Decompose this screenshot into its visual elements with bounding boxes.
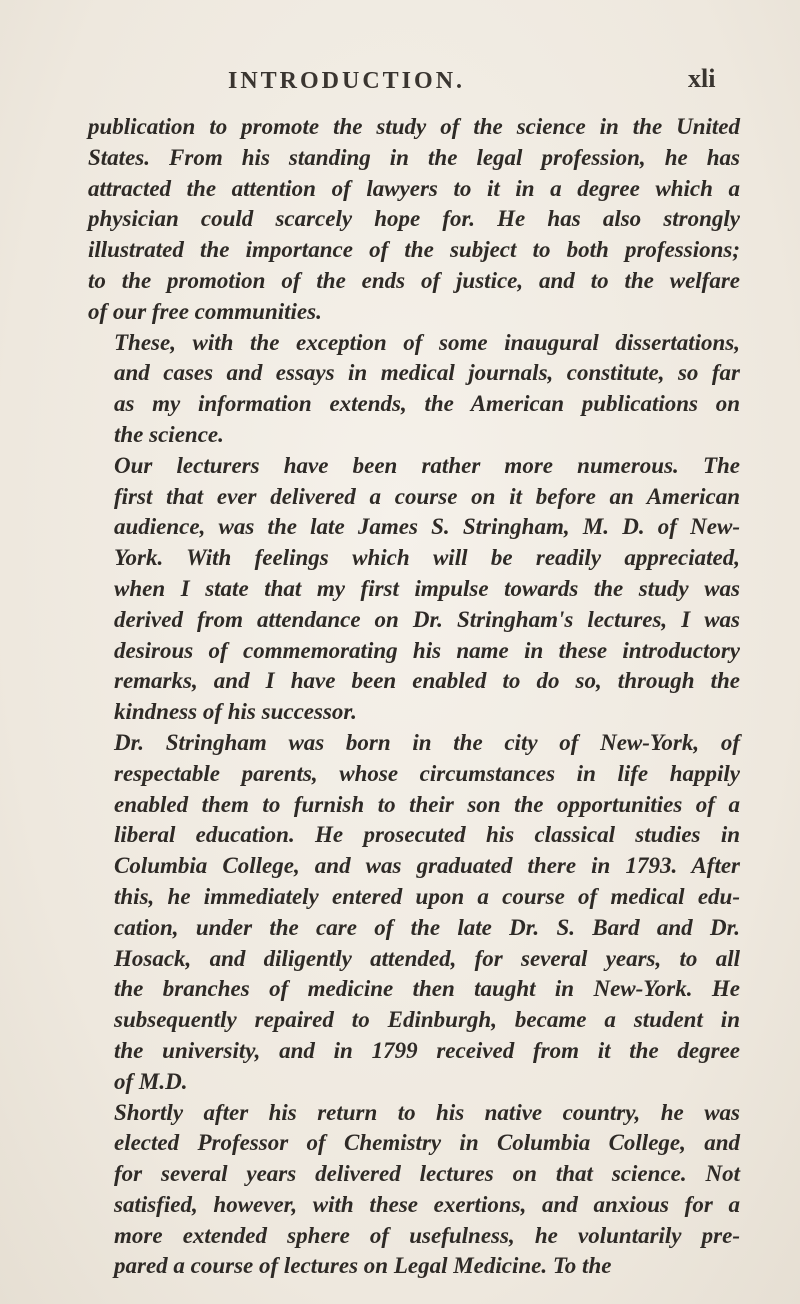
- text-line: audience, was the late James S. Stringham, M. D. of New-: [114, 514, 740, 540]
- text-line: the branches of medicine then taught in New-York. He: [114, 976, 740, 1002]
- page-number: xli: [688, 64, 716, 93]
- text-line: York. With feelings which will be readily appreciated,: [114, 545, 740, 571]
- text-line: as my information extends, the American publications on: [114, 391, 740, 417]
- text-line: the science.: [114, 421, 224, 447]
- running-head-title: INTRODUCTION.: [228, 68, 466, 94]
- text-line: for several years delivered lectures on that science. Not: [114, 1161, 740, 1187]
- text-line: when I state that my first impulse towards the study was: [114, 575, 740, 601]
- text-line: of M.D.: [114, 1068, 188, 1094]
- body-text: [88, 112, 740, 1282]
- text-line: subsequently repaired to Edinburgh, became a student in: [114, 1007, 740, 1033]
- text-line: derived from attendance on Dr. Stringham's lectures, I was: [114, 606, 740, 632]
- paragraph: [88, 1098, 740, 1283]
- text-line: more extended sphere of usefulness, he voluntarily pre-: [114, 1222, 740, 1248]
- text-line: Hosack, and diligently attended, for several years, to all: [114, 945, 740, 971]
- paragraph: [88, 112, 740, 328]
- text-line: of our free communities.: [88, 298, 322, 324]
- text-line: satisfied, however, with these exertions, and anxious for a: [114, 1191, 740, 1217]
- text-line: elected Professor of Chemistry in Columbia College, and: [114, 1130, 740, 1156]
- text-line: Shortly after his return to his native country, he was: [114, 1099, 740, 1125]
- text-line: the university, and in 1799 received from it the degree: [114, 1037, 740, 1063]
- text-line: desirous of commemorating his name in these introductory: [114, 637, 740, 663]
- paragraph: [88, 451, 740, 728]
- text-line: These, with the exception of some inaugural dissertations,: [114, 329, 740, 355]
- text-line: kindness of his successor.: [114, 699, 357, 725]
- text-line: Columbia College, and was graduated there in 1793. After: [114, 853, 740, 879]
- text-line: illustrated the importance of the subject to both professions;: [88, 237, 740, 263]
- paragraph: [88, 728, 740, 1098]
- text-line: first that ever delivered a course on it before an American: [114, 483, 740, 509]
- text-line: Dr. Stringham was born in the city of New-York, of: [114, 729, 740, 755]
- text-line: respectable parents, whose circumstances in life happily: [114, 760, 740, 786]
- text-line: remarks, and I have been enabled to do so, through the: [114, 668, 740, 694]
- running-head: [0, 64, 800, 108]
- text-line: Our lecturers have been rather more numerous. The: [114, 452, 740, 478]
- text-line: and cases and essays in medical journals, constitute, so far: [114, 360, 740, 386]
- text-line: publication to promote the study of the science in the United: [88, 114, 740, 139]
- text-line: liberal education. He prosecuted his classical studies in: [114, 822, 740, 848]
- text-line: cation, under the care of the late Dr. S. Bard and Dr.: [114, 914, 740, 940]
- text-line: pared a course of lectures on Legal Medicine. To the: [114, 1253, 612, 1279]
- text-line: enabled them to furnish to their son the opportunities of a: [114, 791, 740, 817]
- text-line: this, he immediately entered upon a course of medical edu-: [114, 883, 740, 909]
- text-line: States. From his standing in the legal profession, he has: [88, 144, 740, 170]
- text-line: attracted the attention of lawyers to it in a degree which a: [88, 175, 740, 201]
- text-line: physician could scarcely hope for. He has also strongly: [88, 206, 740, 232]
- text-line: to the promotion of the ends of justice, and to the welfare: [88, 267, 740, 293]
- paragraph: [88, 328, 740, 451]
